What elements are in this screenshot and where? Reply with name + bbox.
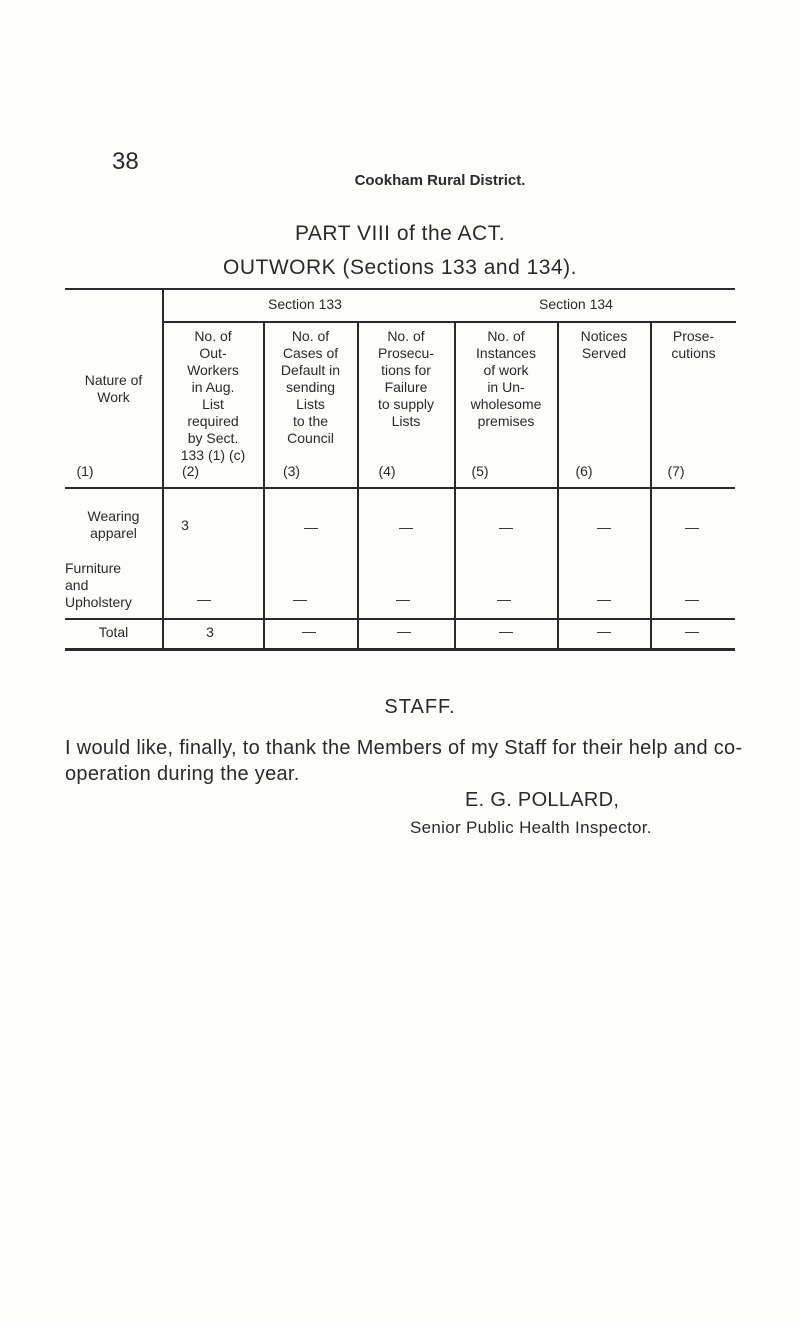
outwork-title: OUTWORK (Sections 133 and 134). (223, 256, 577, 279)
col-number-2: (2) (181, 463, 200, 479)
staff-paragraph: I would like, finally, to thank the Members of my Staff for their help and co-operation during the year. (65, 737, 743, 785)
total-value-3: — (302, 623, 316, 639)
col-rule-5 (557, 321, 559, 649)
section-134-heading: Section 134 (539, 296, 613, 312)
col-header-notices-served: Notices Served (580, 328, 628, 361)
row1-value-6: — (597, 519, 611, 535)
col-header-prosecutions-failure: No. of Prosecu- tions for Failure to supply Lists (377, 328, 435, 429)
col-number-5: (5) (471, 463, 489, 479)
col-number-4: (4) (378, 463, 396, 479)
signature-name: E. G. POLLARD, (465, 789, 620, 811)
total-top-rule (65, 618, 735, 620)
total-value-4: — (397, 623, 411, 639)
col-header-outworkers: No. of Out- Workers in Aug. List required by Sect. 133 (1) (c) (180, 328, 246, 463)
col-number-6: (6) (575, 463, 593, 479)
row1-value-2: 3 (181, 517, 189, 533)
total-value-7: — (685, 623, 699, 639)
row-nature-wearing-apparel: Wearing apparel (87, 508, 140, 541)
col-rule-6 (650, 321, 652, 649)
total-value-6: — (597, 623, 611, 639)
col-number-7: (7) (667, 463, 685, 479)
col-header-nature-of-work: Nature of Work (84, 372, 143, 405)
row2-value-2: — (197, 591, 211, 607)
row2-value-5: — (497, 591, 511, 607)
page-number: 38 (112, 148, 139, 175)
col-number-1: (1) (76, 463, 94, 479)
staff-heading: STAFF. (384, 696, 456, 718)
total-value-5: — (499, 623, 513, 639)
total-value-2: 3 (206, 624, 214, 640)
row2-value-7: — (685, 591, 699, 607)
table-bottom-rule (65, 648, 735, 651)
col-header-default-cases: No. of Cases of Default in sending Lists to the Council (280, 328, 341, 446)
part-title: PART VIII of the ACT. (294, 222, 506, 245)
district-heading: Cookham Rural District. (354, 172, 526, 189)
row1-value-7: — (685, 519, 699, 535)
row1-value-4: — (399, 519, 413, 535)
header-bottom-rule (65, 487, 735, 489)
row-nature-furniture-upholstery: Furniture and Upholstery (65, 560, 132, 610)
row2-value-3: — (293, 591, 307, 607)
col-number-3: (3) (282, 463, 301, 479)
table-top-rule (65, 288, 735, 290)
row2-value-4: — (396, 591, 410, 607)
row1-value-5: — (499, 519, 513, 535)
signature-role: Senior Public Health Inspector. (410, 818, 652, 837)
row1-value-3: — (304, 519, 318, 535)
col-header-unwholesome-premises: No. of Instances of work in Un- wholesome premises (470, 328, 542, 429)
row2-value-6: — (597, 591, 611, 607)
total-label: Total (98, 624, 129, 640)
col-header-prosecutions: Prose- cutions (671, 328, 716, 361)
section-133-heading: Section 133 (268, 296, 342, 312)
